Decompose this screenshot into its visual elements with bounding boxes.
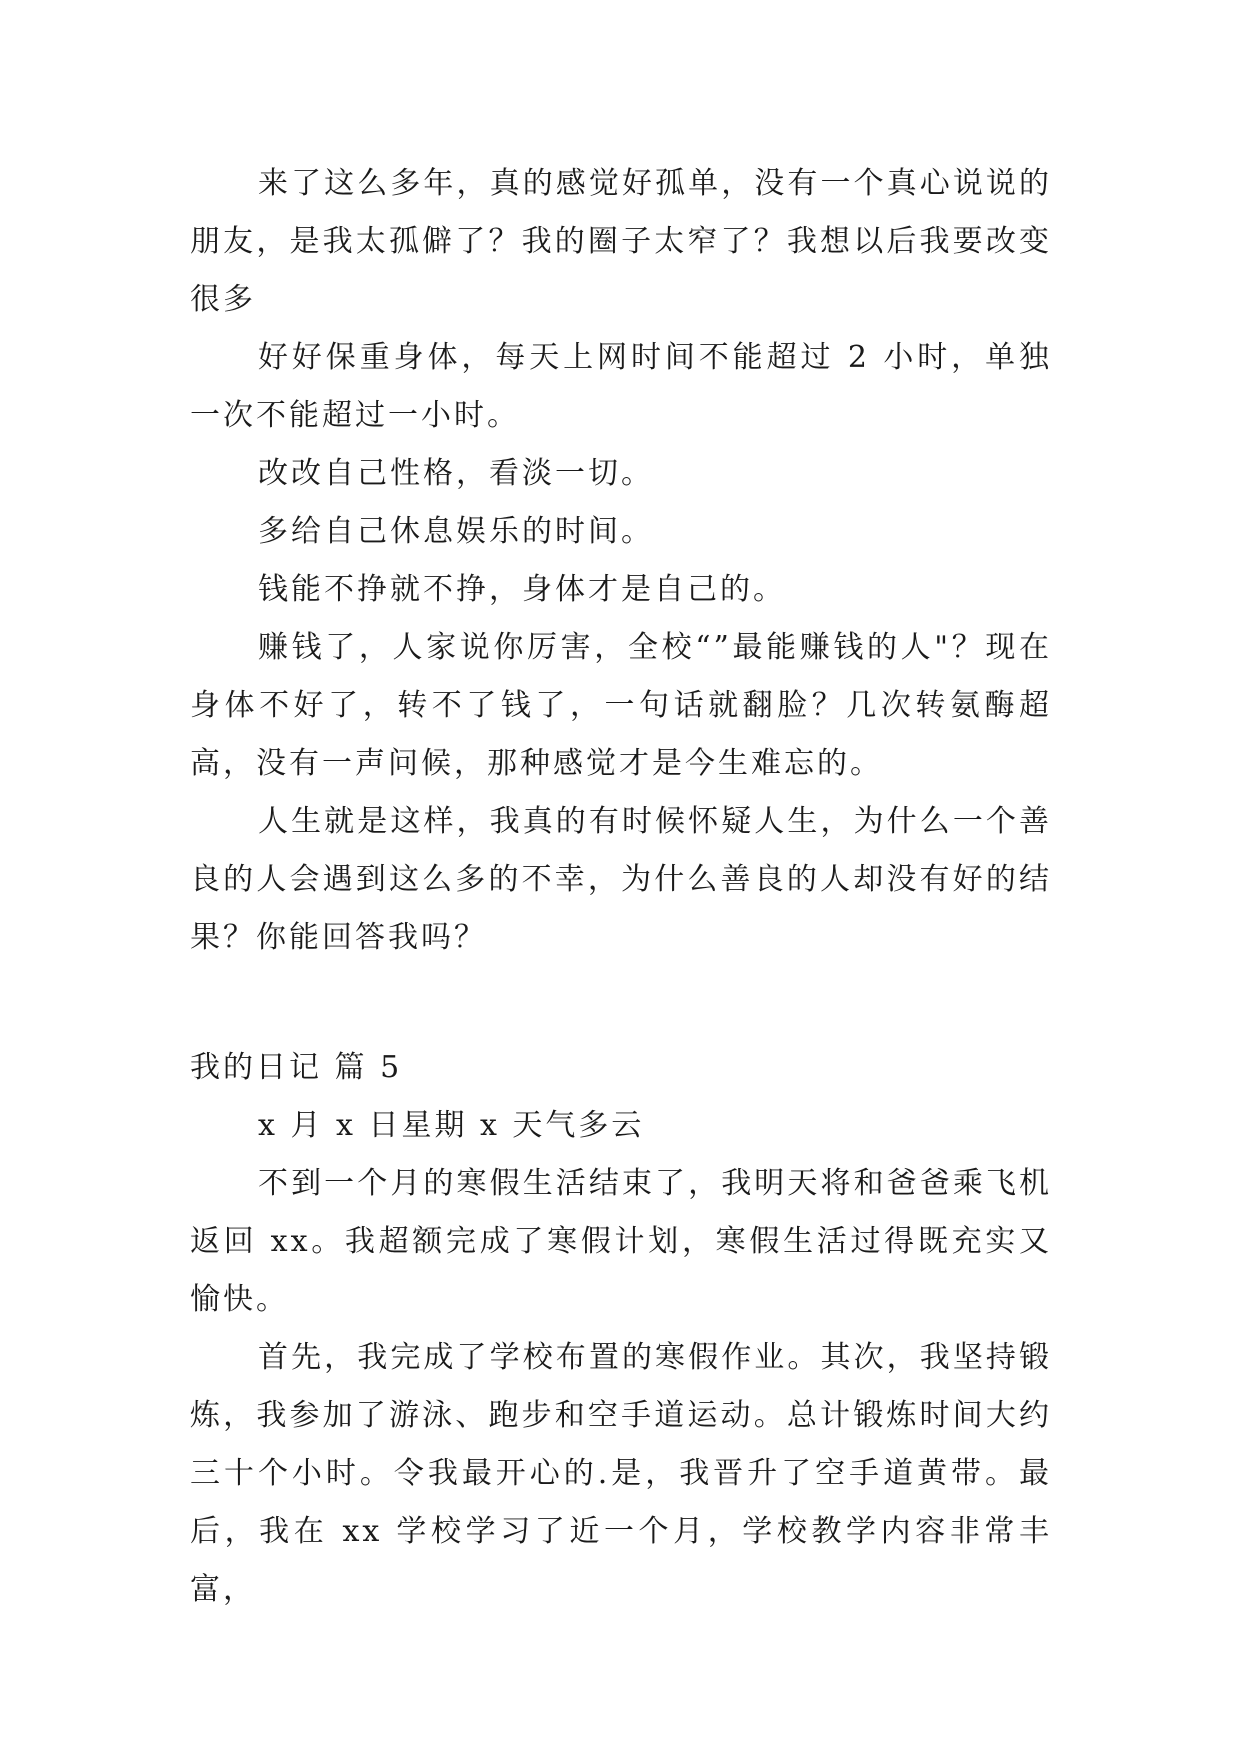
paragraph: 改改自己性格，看淡一切。	[258, 456, 654, 491]
paragraph: 好好保重身体，每天上网时间不能超过 2 小时，单独一次不能超过一小时。	[190, 340, 1052, 433]
paragraph: 多给自己休息娱乐的时间。	[258, 514, 654, 549]
paragraph: 赚钱了，人家说你厉害，全校“”最能赚钱的人"？现在身体不好了，转不了钱了，一句话就翻脸？几次转氨酶超高，没有一声问候，那种感觉才是今生难忘的。	[190, 630, 1052, 781]
diary-heading: 我的日记 篇 5	[190, 1050, 403, 1085]
paragraph: 首先，我完成了学校布置的寒假作业。其次，我坚持锻炼，我参加了游泳、跑步和空手道运动。总计锻炼时间大约三十个小时。令我最开心的.是，我晋升了空手道黄带。最后，我在 xx 学校学习了近一个月，学校教学内容非常丰富，	[190, 1340, 1052, 1607]
paragraph: 来了这么多年，真的感觉好孤单，没有一个真心说说的朋友，是我太孤僻了？我的圈子太窄了？我想以后我要改变很多	[190, 166, 1052, 317]
paragraph: 不到一个月的寒假生活结束了，我明天将和爸爸乘飞机返回 xx。我超额完成了寒假计划，寒假生活过得既充实又愉快。	[190, 1166, 1052, 1317]
date-weather-line: x 月 x 日星期 x 天气多云	[258, 1108, 645, 1143]
paragraph: 人生就是这样，我真的有时候怀疑人生，为什么一个善良的人会遇到这么多的不幸，为什么善良的人却没有好的结果？你能回答我吗？	[190, 804, 1052, 955]
paragraph: 钱能不挣就不挣，身体才是自己的。	[258, 572, 786, 607]
document-body	[190, 155, 1052, 1619]
